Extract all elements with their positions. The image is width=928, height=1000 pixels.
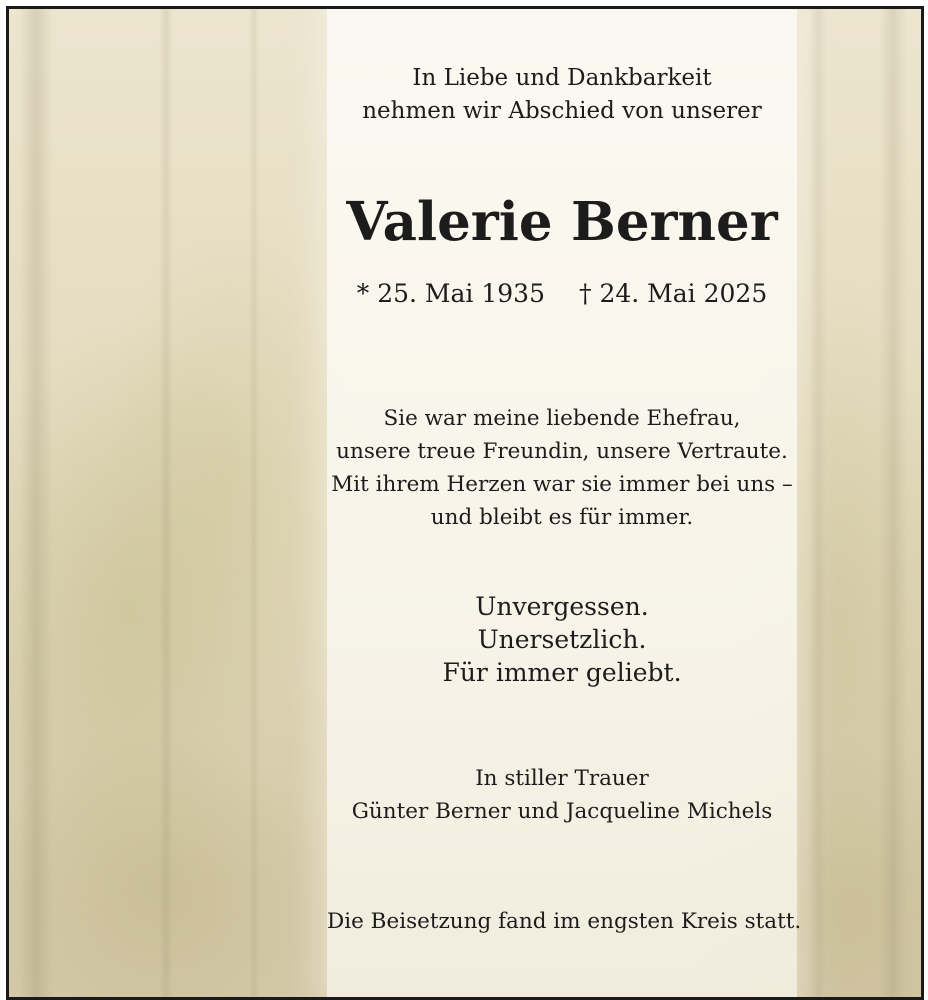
tribute-line: und bleibt es für immer.: [430, 505, 694, 530]
motto-line: Unvergessen.: [475, 592, 649, 621]
forest-tree-trunk: [809, 9, 827, 997]
mourner-names: Günter Berner und Jacqueline Michels: [351, 799, 773, 824]
tribute-line: Sie war meine liebende Ehefrau,: [383, 406, 741, 431]
intro-text: [327, 62, 797, 128]
tribute-line: Mit ihrem Herzen war sie immer bei uns –: [331, 472, 793, 497]
deceased-name: Valerie Berner: [346, 191, 778, 253]
tribute-line: unsere treue Freundin, unsere Vertraute.: [336, 439, 788, 464]
mourning-heading: In stiller Trauer: [475, 766, 649, 791]
obituary-notice: [6, 6, 924, 1000]
text-panel: [327, 9, 802, 997]
motto-line: Für immer geliebt.: [442, 658, 682, 687]
tribute-text: [327, 402, 797, 534]
forest-tree-trunk: [249, 9, 259, 997]
motto-line: Unersetzlich.: [477, 625, 647, 654]
burial-note: Die Beisetzung fand im engsten Kreis statt.: [327, 909, 802, 934]
birth-date: * 25. Mai 1935: [356, 279, 545, 308]
life-dates: [327, 277, 797, 311]
forest-tree-trunk: [879, 9, 907, 997]
forest-tree-trunk: [19, 9, 53, 997]
forest-tree-trunk: [159, 9, 173, 997]
mourners-block: [327, 762, 797, 828]
intro-line: In Liebe und Dankbarkeit: [412, 65, 712, 91]
intro-line: nehmen wir Abschied von unserer: [362, 98, 762, 124]
motto-text: [327, 590, 797, 689]
death-date: † 24. Mai 2025: [579, 279, 768, 308]
